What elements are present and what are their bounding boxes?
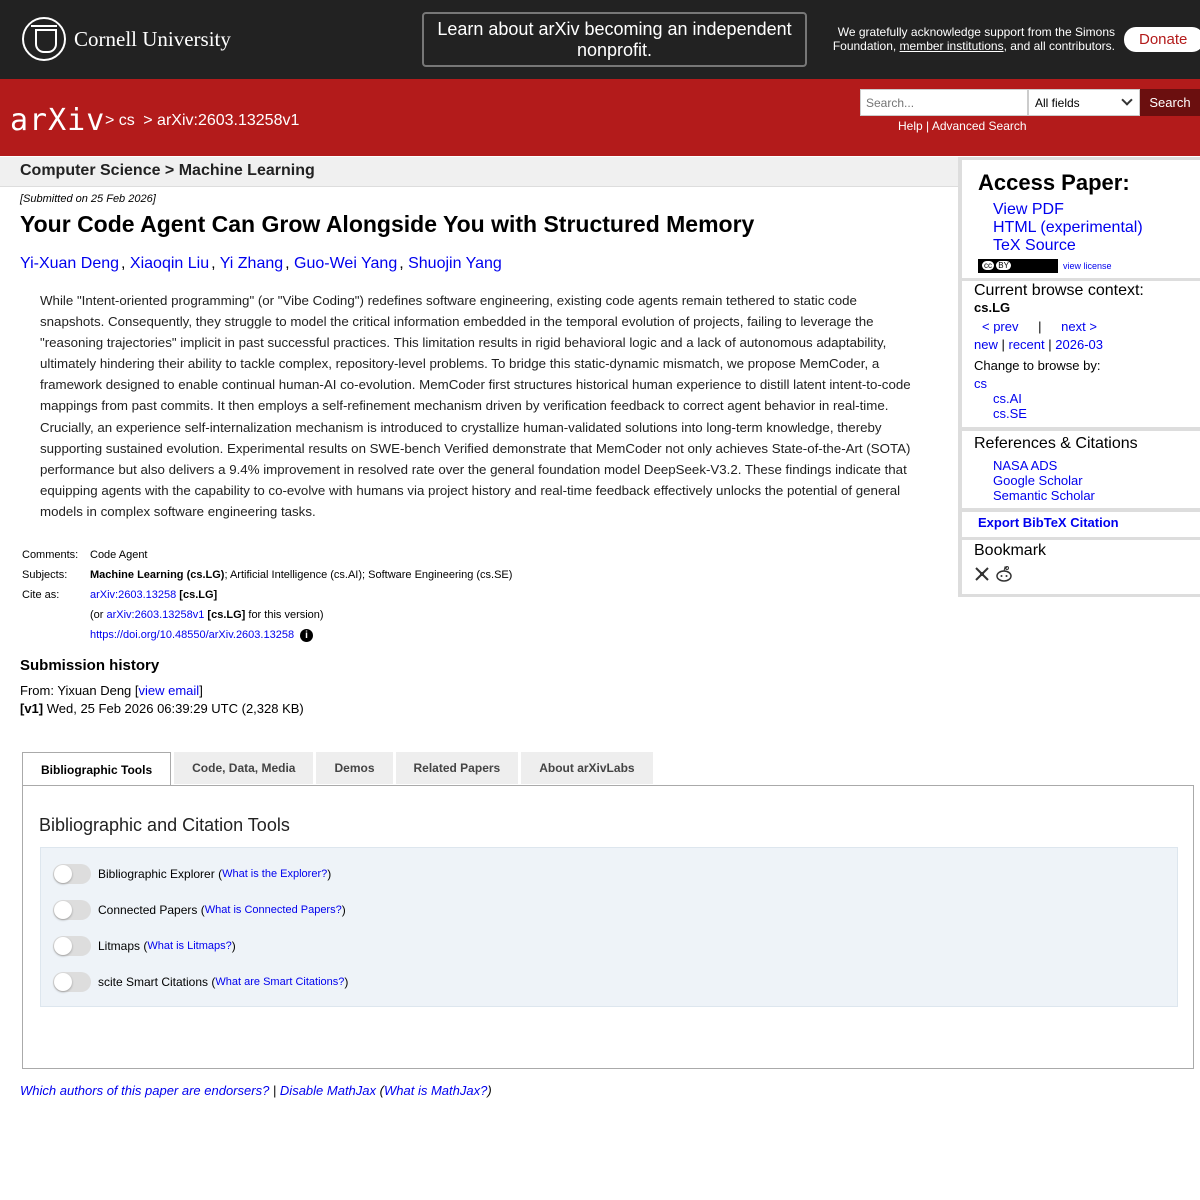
html-link[interactable]: HTML (experimental): [993, 219, 1143, 236]
prev-link[interactable]: < prev: [982, 319, 1019, 334]
cite-version-value: [90, 605, 324, 625]
browse-context-title: Current browse context:: [974, 282, 1144, 299]
cite-link[interactable]: arXiv:2603.13258: [90, 589, 177, 601]
submission-history-title: Submission history: [20, 657, 160, 674]
cite-version-link[interactable]: arXiv:2603.13258v1: [106, 609, 205, 621]
cite-row: [22, 585, 512, 605]
references-title: References & Citations: [974, 435, 1138, 452]
cite-label: Cite as:: [22, 589, 60, 601]
tab-demos[interactable]: Demos: [316, 752, 392, 784]
toggle-help-link[interactable]: What is the Explorer?: [222, 868, 328, 880]
comments-row: [22, 545, 512, 565]
breadcrumb-cs[interactable]: > cs: [105, 112, 135, 129]
cite-value: [90, 585, 217, 605]
by-badge: BY: [998, 261, 1009, 270]
or-text: (or: [90, 609, 107, 621]
search-links: [898, 119, 1027, 133]
doi-link[interactable]: https://doi.org/10.48550/arXiv.2603.13258: [90, 629, 295, 641]
submitter-text: From: Yixuan Deng [: [20, 683, 139, 698]
toggle-label: Bibliographic Explorer: [98, 867, 215, 881]
pipe: |: [1048, 337, 1052, 352]
advanced-search-link[interactable]: Advanced Search: [931, 119, 1027, 133]
view-license-link[interactable]: view license: [1063, 261, 1112, 271]
access-paper-box: [962, 160, 1200, 278]
info-icon[interactable]: i: [300, 629, 313, 642]
browse-cs-se-link[interactable]: cs.SE: [993, 406, 1027, 421]
arxiv-logo[interactable]: arXiv: [10, 103, 106, 138]
next-link[interactable]: next >: [1061, 319, 1097, 334]
paper-title: Your Code Agent Can Grow Alongside You with Structured Memory: [20, 211, 755, 237]
chevron-down-icon: [1121, 94, 1132, 105]
top-bar: [0, 0, 1200, 79]
submitter-end: ]: [199, 683, 203, 698]
bookmark-title: Bookmark: [974, 542, 1047, 559]
author-link[interactable]: Xiaoqin Liu: [129, 255, 210, 272]
toggle-row-connected-papers: Connected Papers ( What is Connected Papers? ): [53, 900, 346, 920]
footer-separator: |: [269, 1083, 280, 1098]
submission-date: [Submitted on 25 Feb 2026]: [20, 193, 156, 205]
sidebar: [958, 157, 1200, 597]
cite-version-row: [22, 605, 512, 625]
member-institutions-link[interactable]: member institutions: [899, 39, 1004, 53]
institution-name: Cornell University: [74, 26, 231, 51]
toggle-label: Connected Papers: [98, 903, 198, 917]
reddit-icon[interactable]: [997, 567, 1011, 582]
month-link[interactable]: 2026-03: [1055, 337, 1103, 352]
comments-label: Comments:: [22, 549, 79, 561]
toggle-row-scite: scite Smart Citations ( What are Smart Citations? ): [53, 972, 348, 992]
cite-category: [cs.LG]: [179, 589, 218, 601]
toggle-row-explorer: Bibliographic Explorer ( What is the Explorer? ): [53, 864, 331, 884]
or-text-end: for this version): [245, 609, 324, 621]
panel-title: Bibliographic and Citation Tools: [39, 815, 290, 835]
author-link[interactable]: Yi Zhang: [219, 255, 284, 272]
link-separator: |: [926, 119, 930, 133]
author-list: Yi-Xuan Deng , Xiaoqin Liu , Yi Zhang , Guo-Wei Yang , Shuojin Yang: [20, 255, 502, 272]
secondary-subjects: ; Artificial Intelligence (cs.AI); Software Engineering (cs.SE): [224, 569, 513, 581]
browse-context-value: cs.LG: [974, 300, 1011, 315]
subjects-row: [22, 565, 512, 585]
tab-about-arxivlabs[interactable]: About arXivLabs: [521, 752, 652, 784]
prev-next-row: [982, 318, 1097, 335]
donate-button[interactable]: Donate: [1124, 27, 1200, 52]
submission-history: [20, 682, 304, 718]
version-info: Wed, 25 Feb 2026 06:39:29 UTC (2,328 KB): [43, 701, 304, 716]
primary-subject: Machine Learning (cs.LG): [90, 569, 225, 581]
subjects-label: Subjects:: [22, 569, 68, 581]
scite-toggle[interactable]: [53, 972, 91, 992]
subject-path: Computer Science > Machine Learning: [20, 162, 315, 179]
change-browse-label: Change to browse by:: [974, 358, 1101, 373]
browse-context-box: [962, 281, 1200, 427]
ack-text-end: , and all contributors.: [1003, 39, 1115, 53]
bibtex-box: [962, 512, 1200, 537]
acknowledgement: [815, 25, 1115, 53]
doi-value: [90, 625, 313, 645]
new-link[interactable]: new: [974, 337, 998, 352]
footer-links: Which authors of this paper are endorsers? | Disable MathJax (What is MathJax?): [20, 1083, 492, 1098]
tex-source-link[interactable]: TeX Source: [993, 237, 1076, 254]
recent-link[interactable]: recent: [1008, 337, 1045, 352]
toggle-help-link[interactable]: What is Litmaps?: [147, 940, 232, 952]
bookmark-icons: [974, 565, 1014, 583]
author-link[interactable]: Shuojin Yang: [408, 255, 502, 272]
explorer-toggle[interactable]: [53, 864, 91, 884]
toggle-label: Litmaps: [98, 939, 141, 953]
comments-value: Code Agent: [90, 549, 148, 561]
tab-bibliographic-tools[interactable]: Bibliographic Tools: [22, 752, 171, 786]
export-bibtex-link[interactable]: Export BibTeX Citation: [978, 515, 1119, 530]
view-email-link[interactable]: view email: [138, 683, 200, 698]
metadata-table: [22, 545, 512, 645]
doi-row: [22, 625, 512, 645]
header-bar: [0, 79, 1200, 156]
license-row: [978, 259, 1112, 273]
litmaps-toggle[interactable]: [53, 936, 91, 956]
toggle-label: scite Smart Citations: [98, 975, 209, 989]
cc-badge: cc: [984, 261, 992, 270]
tab-related-papers[interactable]: Related Papers: [396, 752, 519, 784]
toggle-help-link[interactable]: What are Smart Citations?: [215, 976, 345, 988]
prev-next-separator: |: [1038, 319, 1042, 334]
search-field-select[interactable]: [1028, 89, 1140, 116]
toggle-list: [40, 847, 1178, 1007]
toggle-row-litmaps: Litmaps ( What is Litmaps? ): [53, 936, 236, 956]
abstract: While "Intent-oriented programming" (or "Vibe Coding") redefines software engineering, existing code agents remain tethered to static code snapshots. Consequently, they struggle to model the critical information embedded in the temporal evolution of projects, failing to leverage the "reasoning trajectories" implicit in past successful practices. This limitation results in rigid behavioral logic and a lack of autonomous adaptability, ultimately hindering their ability to tackle complex, repository-level problems. To bridge this static-dynamic mismatch, we propose MemCoder, a framework designed to enable continual human-AI co-evolution. MemCoder first structures historical human experience to distill latent intent-to-code mappings from past commits. It then employs a self-refinement mechanism driven by verification feedback to correct agent behavior in real-time. Crucially, an experience self-internalization mechanism is introduced to crystallize human-validated solutions into long-term knowledge, thereby supporting sustained evolution. Experimental results on SWE-bench Verified demonstrate that MemCoder not only achieves State-of-the-Art (SOTA) performance but also delivers a 9.4% improvement in resolved rate over the general foundation model DeepSeek-V3.2. These findings indicate that equipping agents with the capability to co-evolve with humans via project history and real-time feedback effectively unlocks the potential of general models in complex software engineering tasks.: [40, 293, 911, 519]
version-line: [20, 700, 304, 718]
google-scholar-link[interactable]: Google Scholar: [993, 473, 1083, 488]
search-field-value: All fields: [1035, 96, 1080, 110]
endorsers-link[interactable]: Which authors of this paper are endorsers?: [20, 1083, 270, 1098]
cornell-seal-icon: [22, 17, 66, 61]
connected-papers-toggle[interactable]: [53, 900, 91, 920]
submitter-line: [20, 682, 304, 700]
tab-code-data-media[interactable]: Code, Data, Media: [174, 752, 313, 784]
cite-version-category: [cs.LG]: [207, 609, 246, 621]
subjects-value: [90, 565, 512, 585]
cornell-logo[interactable]: [22, 17, 231, 61]
what-is-mathjax-link[interactable]: What is MathJax?: [383, 1083, 488, 1098]
browse-cs-link[interactable]: cs: [974, 376, 987, 391]
tab-panel: [22, 785, 1194, 1069]
pipe: |: [1001, 337, 1005, 352]
ack-text: We gratefully acknowledge support from the Simons Foundation,: [832, 25, 1115, 53]
view-pdf-link[interactable]: View PDF: [993, 201, 1064, 218]
nonprofit-banner[interactable]: Learn about arXiv becoming an independent nonprofit.: [422, 12, 807, 67]
search-button[interactable]: Search: [1140, 89, 1200, 116]
subject-header: [0, 157, 958, 187]
references-box: [962, 431, 1200, 508]
author-link[interactable]: Guo-Wei Yang: [294, 255, 398, 272]
version-link[interactable]: [v1]: [20, 701, 44, 716]
semantic-scholar-link[interactable]: Semantic Scholar: [993, 488, 1095, 503]
nasa-ads-link[interactable]: NASA ADS: [993, 458, 1058, 473]
bookmark-box: [962, 540, 1200, 594]
author-link[interactable]: Yi-Xuan Deng: [20, 255, 120, 272]
labs-tabs: [22, 752, 656, 786]
bibsonomy-icon[interactable]: [976, 568, 988, 580]
breadcrumb: [105, 112, 303, 130]
disable-mathjax-link[interactable]: Disable MathJax: [279, 1083, 377, 1098]
breadcrumb-paper: > arXiv:2603.13258v1: [143, 112, 300, 129]
listing-links: [974, 336, 1103, 353]
search-input[interactable]: [860, 89, 1028, 116]
cc-by-license-icon[interactable]: [978, 259, 1058, 273]
toggle-help-link[interactable]: What is Connected Papers?: [204, 904, 342, 916]
access-paper-title: Access Paper:: [978, 170, 1130, 195]
browse-cs-ai-link[interactable]: cs.AI: [993, 391, 1022, 406]
help-link[interactable]: Help: [898, 119, 923, 133]
